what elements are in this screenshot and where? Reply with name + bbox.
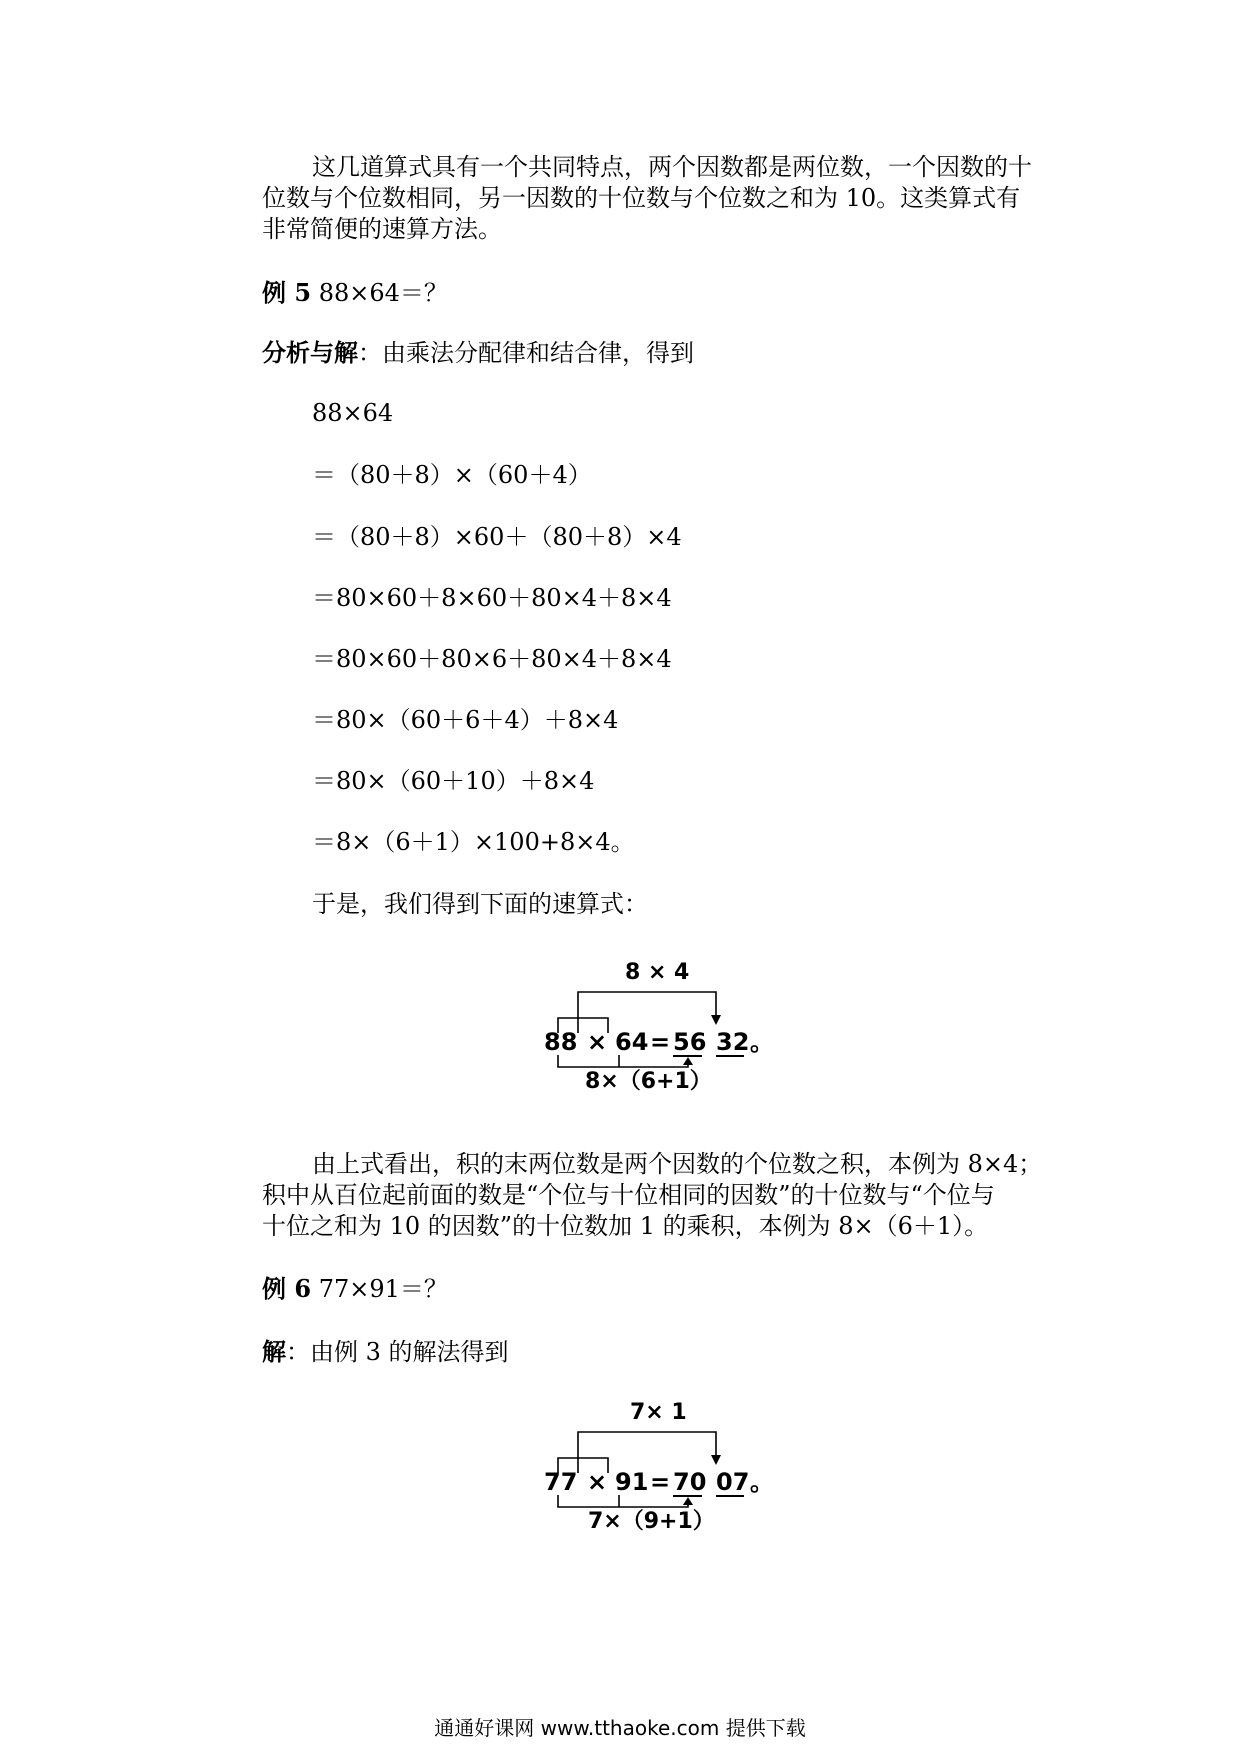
step-1: 88×64 xyxy=(312,399,394,427)
diagram1-bottom-label: 8×（6+1） xyxy=(585,1069,712,1094)
example5-label: 例 5 xyxy=(262,278,312,307)
diagram2-result-low: 07 xyxy=(716,1468,750,1496)
diagram2-result-high: 70 xyxy=(673,1468,707,1496)
intro-line-1: 这几道算式具有一个共同特点，两个因数都是两位数，一个因数的十 xyxy=(312,153,1032,181)
step-8: ＝8×（6＋1）×100+8×4。 xyxy=(312,828,635,856)
speed-calc-diagram-1 xyxy=(530,955,780,1095)
step-7: ＝80×（60＋10）＋8×4 xyxy=(312,767,595,795)
solution-label: 解 xyxy=(262,1337,286,1366)
example5-heading xyxy=(262,278,448,308)
example6-label: 例 6 xyxy=(262,1274,312,1303)
explanation-line-1: 由上式看出，积的末两位数是两个因数的个位数之积，本例为 8×4； xyxy=(312,1150,1043,1178)
step-4: ＝80×60＋8×60＋80×4＋8×4 xyxy=(312,584,672,612)
step-2: ＝（80＋8）×（60＋4） xyxy=(312,461,592,489)
diagram2-times: × xyxy=(587,1468,608,1496)
analysis-label: 分析与解 xyxy=(262,338,358,367)
example6-solution xyxy=(262,1337,509,1367)
analysis-text: ：由乘法分配律和结合律，得到 xyxy=(358,339,694,367)
diagram2-equals: = xyxy=(650,1468,671,1496)
diagram1-result-low: 32 xyxy=(716,1028,750,1056)
solution-text: ：由例 3 的解法得到 xyxy=(286,1338,509,1366)
diagram2-bottom-label: 7×（9+1） xyxy=(588,1509,715,1534)
speed-calc-diagram-2 xyxy=(530,1395,780,1535)
intro-line-2: 位数与个位数相同，另一因数的十位数与个位数之和为 10。这类算式有 xyxy=(262,184,1021,212)
diagram2-factor-b: 91 xyxy=(615,1468,649,1496)
diagram2-period: 。 xyxy=(750,1468,774,1496)
diagram1-factor-a: 88 xyxy=(544,1028,578,1056)
example6-problem: 77×91＝？ xyxy=(318,1275,448,1303)
diagram1-times: × xyxy=(587,1028,608,1056)
explanation-line-3: 十位之和为 10 的因数”的十位数加 1 的乘积，本例为 8×（6＋1）。 xyxy=(262,1212,989,1240)
example6-heading xyxy=(262,1274,448,1304)
diagram1-factor-b: 64 xyxy=(615,1028,649,1056)
intro-line-3: 非常简便的速算方法。 xyxy=(262,215,502,243)
step-3: ＝（80＋8）×60＋（80＋8）×4 xyxy=(312,523,682,551)
diagram1-top-label: 8 × 4 xyxy=(625,960,690,985)
example5-problem: 88×64＝？ xyxy=(318,279,448,307)
diagram2-factor-a: 77 xyxy=(544,1468,578,1496)
diagram1-result-high: 56 xyxy=(673,1028,707,1056)
step-5: ＝80×60＋80×6＋80×4＋8×4 xyxy=(312,645,672,673)
explanation-line-2: 积中从百位起前面的数是“个位与十位相同的因数”的十位数与“个位与 xyxy=(262,1181,995,1209)
example5-conclusion: 于是，我们得到下面的速算式： xyxy=(312,890,648,918)
example5-analysis xyxy=(262,338,694,368)
diagram1-period: 。 xyxy=(750,1028,774,1056)
step-6: ＝80×（60＋6＋4）＋8×4 xyxy=(312,706,619,734)
footer-credit: 通通好课网 www.tthaoke.com 提供下载 xyxy=(434,1716,806,1740)
diagram1-equals: = xyxy=(650,1028,671,1056)
diagram2-top-label: 7× 1 xyxy=(630,1400,687,1425)
